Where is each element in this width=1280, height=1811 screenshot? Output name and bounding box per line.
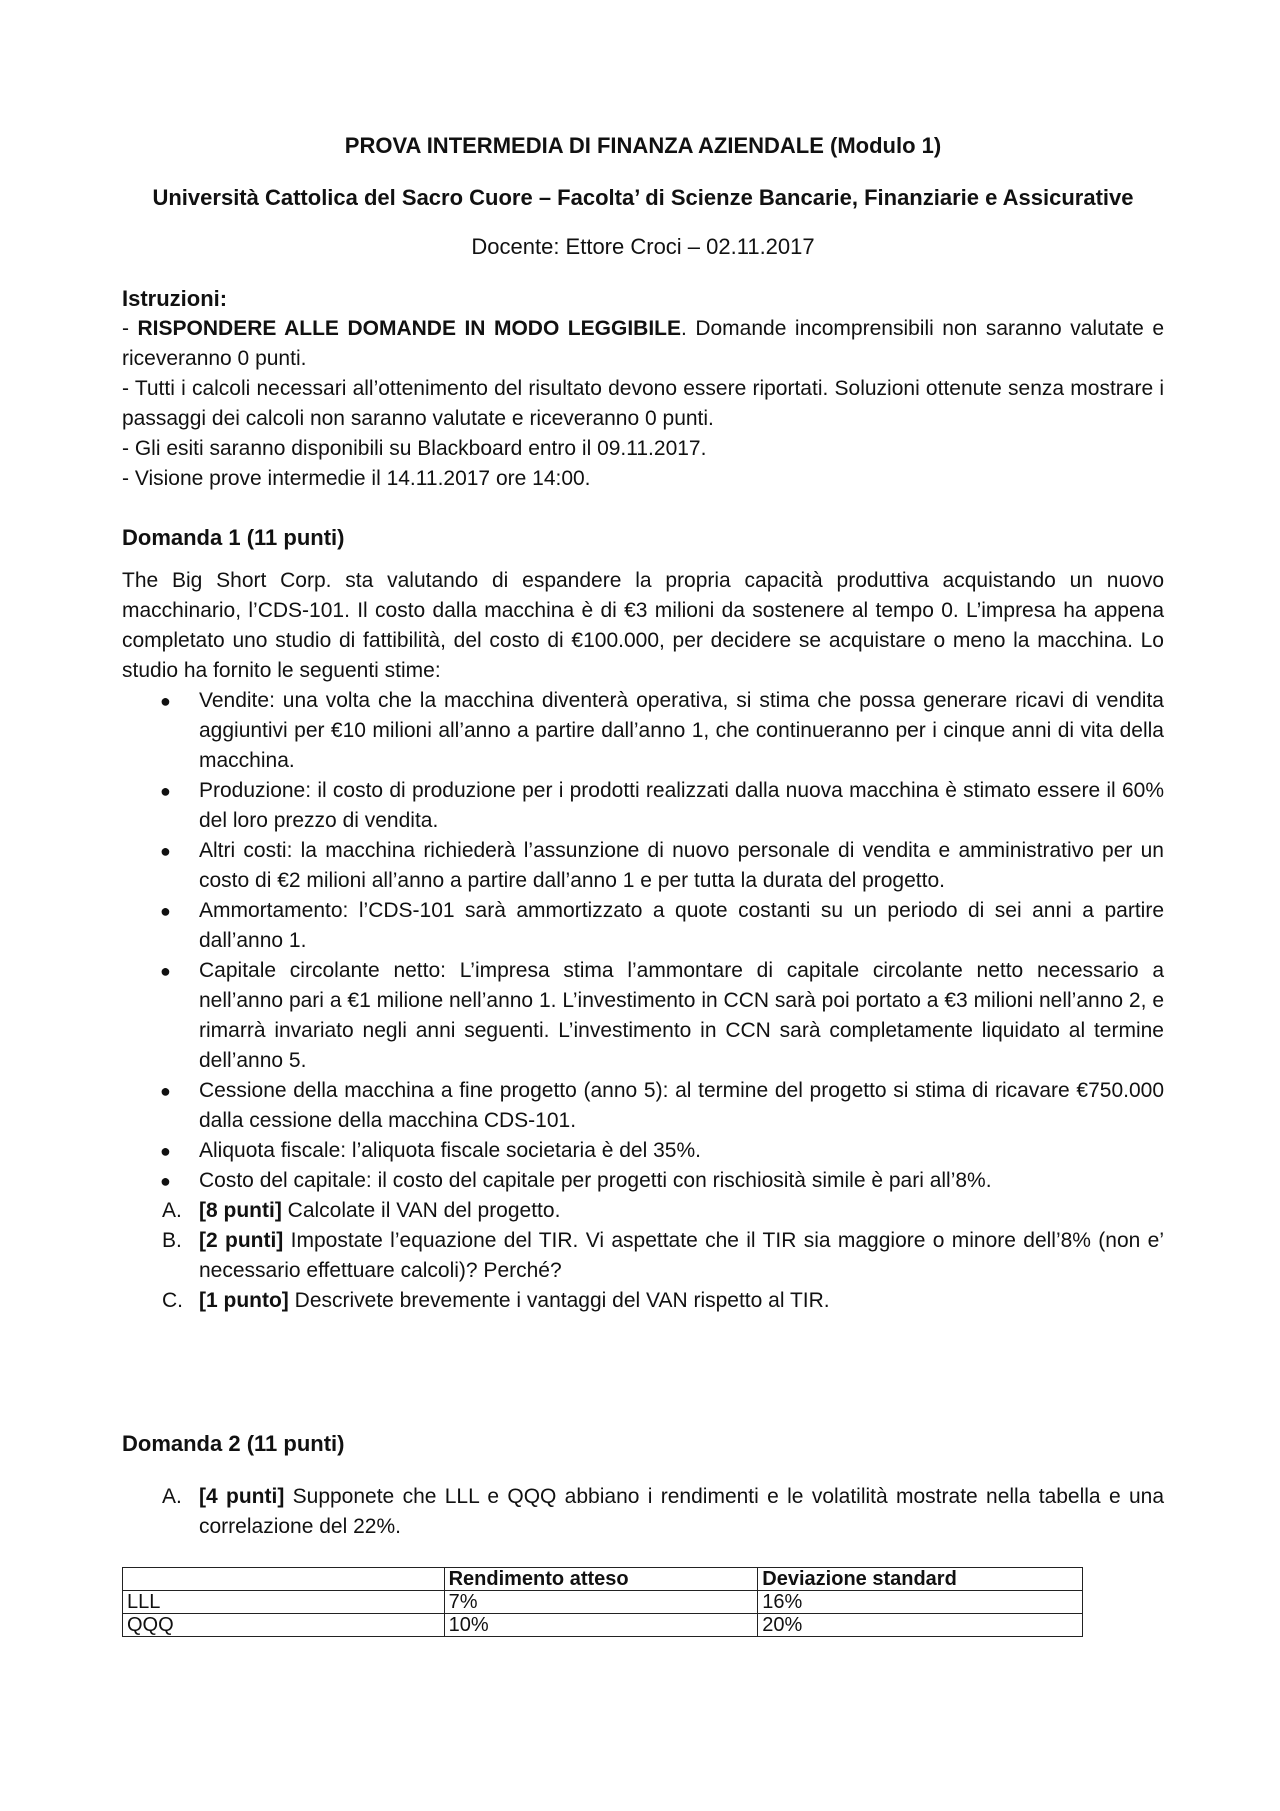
question-2-body — [122, 1482, 1164, 1542]
list-item: ● Altri costi: la macchina richiederà l’assunzione di nuovo personale di vendita e amministrativo per un costo di €2 milioni all’anno a partire dall’anno 1 e per tutta la durata del progetto. — [122, 836, 1164, 896]
table-cell: QQQ — [123, 1614, 445, 1637]
list-item: ● Capitale circolante netto: L’impresa stima l’ammontare di capitale circolante netto necessario a nell’anno pari a €1 milione nell’anno 1. L’investimento in CCN sarà poi portato a €3 milioni nell’anno 2, e rimarrà invariato negli anni seguenti. L’investimento in CCN sarà completamente liquidato al termine dell’anno 5. — [122, 956, 1164, 1076]
instructions-heading: Istruzioni: — [122, 286, 228, 311]
bullet-icon: ● — [160, 1171, 171, 1191]
question-1-part-b: B. [2 punti] Impostate l’equazione del TIR. Vi aspettate che il TIR sia maggiore o minore dell’8% (non e’ necessario effettuare calcoli)? Perché? — [162, 1229, 1165, 1282]
table-cell: LLL — [123, 1591, 445, 1614]
question-1-heading: Domanda 1 (11 punti) — [122, 525, 345, 550]
bullet-icon: ● — [160, 1141, 171, 1161]
table-cell: 16% — [758, 1591, 1083, 1614]
bullet-icon: ● — [160, 961, 171, 981]
question-1-part-a: A. [8 punti] Calcolate il VAN del progetto. — [162, 1199, 561, 1222]
table-row — [123, 1614, 1083, 1637]
question-1-body — [122, 566, 1164, 1316]
table-header-cell — [123, 1568, 445, 1591]
instruction-item-1-rest: . Domande incomprensibili non saranno valutate e riceveranno 0 punti. — [122, 317, 1164, 370]
instruction-item-4: - Visione prove intermedie il 14.11.2017 ore 14:00. — [122, 467, 591, 490]
instruction-item-3: - Gli esiti saranno disponibili su Blackboard entro il 09.11.2017. — [122, 437, 707, 460]
instruction-item-2: - Tutti i calcoli necessari all’ottenimento del risultato devono essere riportati. Soluzioni ottenute senza mostrare i passaggi dei calcoli non saranno valutate e riceveranno 0 punti. — [122, 377, 1164, 430]
exam-title: PROVA INTERMEDIA DI FINANZA AZIENDALE (Modulo 1) — [344, 133, 942, 158]
list-item: ● Produzione: il costo di produzione per i prodotti realizzati dalla nuova macchina è stimato essere il 60% del loro prezzo di vendita. — [122, 776, 1164, 836]
list-item: ● Ammortamento: l’CDS-101 sarà ammortizzato a quote costanti su un periodo di sei anni a partire dall’anno 1. — [122, 896, 1164, 956]
list-item: ● Aliquota fiscale: l’aliquota fiscale societaria è del 35%. — [122, 1136, 1164, 1166]
table-header-cell: Deviazione standard — [758, 1568, 1083, 1591]
instruction-item-1-bold: RISPONDERE ALLE DOMANDE IN MODO LEGGIBILE — [137, 317, 681, 340]
table-header-cell: Rendimento atteso — [444, 1568, 758, 1591]
table-row — [123, 1591, 1083, 1614]
question-1-intro: The Big Short Corp. sta valutando di espandere la propria capacità produttiva acquistando un nuovo macchinario, l’CDS-101. Il costo dalla macchina è di €3 milioni da sostenere al tempo 0. L’impresa ha appena completato uno studio di fattibilità, del costo di €100.000, per decidere se acquistare o meno la macchina. Lo studio ha fornito le seguenti stime: — [122, 569, 1164, 682]
list-item: ● Costo del capitale: il costo del capitale per progetti con rischiosità simile è pari all’8%. — [122, 1166, 1164, 1196]
question-2-parts — [122, 1482, 1164, 1542]
table-header-row — [123, 1568, 1083, 1591]
bullet-icon: ● — [160, 691, 171, 711]
instruction-item-1: - RISPONDERE ALLE DOMANDE IN MODO LEGGIBILE. Domande incomprensibili non saranno valutate e riceveranno 0 punti. — [122, 317, 1164, 370]
question-1-parts — [122, 1196, 1164, 1316]
question-1-estimates-list — [122, 686, 1164, 1196]
teacher-line: Docente: Ettore Croci – 02.11.2017 — [471, 234, 815, 259]
table-cell: 20% — [758, 1614, 1083, 1637]
instructions-section — [122, 284, 1164, 494]
question-2-heading: Domanda 2 (11 punti) — [122, 1431, 345, 1456]
list-item: ● Vendite: una volta che la macchina diventerà operativa, si stima che possa generare ricavi di vendita aggiuntivi per €10 milioni all’anno a partire dall’anno 1, che continueranno per i cinque anni di vita della macchina. — [122, 686, 1164, 776]
bullet-icon: ● — [160, 841, 171, 861]
bullet-icon: ● — [160, 901, 171, 921]
table-cell: 7% — [444, 1591, 758, 1614]
list-item: ● Cessione della macchina a fine progetto (anno 5): al termine del progetto si stima di ricavare €750.000 dalla cessione della macchina CDS-101. — [122, 1076, 1164, 1136]
table-cell: 10% — [444, 1614, 758, 1637]
question-1-part-c: C. [1 punto] Descrivete brevemente i vantaggi del VAN rispetto al TIR. — [162, 1289, 830, 1312]
bullet-icon: ● — [160, 781, 171, 801]
returns-table — [122, 1567, 1083, 1637]
institution-line: Università Cattolica del Sacro Cuore – Facolta’ di Scienze Bancarie, Finanziarie e Assicurative — [152, 185, 1134, 210]
question-2-part-a: A. [4 punti] Supponete che LLL e QQQ abbiano i rendimenti e le volatilità mostrate nella tabella e una correlazione del 22%. — [162, 1485, 1164, 1538]
bullet-icon: ● — [160, 1081, 171, 1101]
